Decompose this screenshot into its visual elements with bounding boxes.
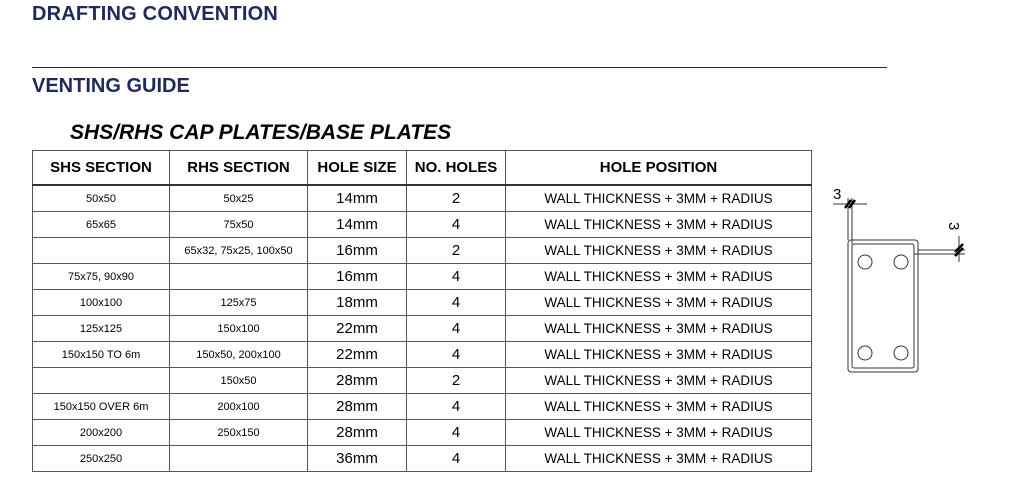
cell-hole-size: 14mm [308, 212, 407, 238]
cell-shs-section: 200x200 [33, 420, 170, 446]
cell-rhs-section [170, 446, 308, 472]
cell-hole-position: WALL THICKNESS + 3MM + RADIUS [506, 446, 812, 472]
cell-no-holes: 4 [407, 446, 506, 472]
cell-hole-size: 28mm [308, 394, 407, 420]
table-row [33, 264, 812, 290]
vent-hole-top-left [858, 255, 872, 269]
cell-shs-section: 150x150 TO 6m [33, 342, 170, 368]
table-row [33, 342, 812, 368]
header-hole-size: HOLE SIZE [308, 151, 407, 186]
table-header-row [33, 151, 812, 186]
cell-hole-size: 28mm [308, 368, 407, 394]
table-row [33, 316, 812, 342]
cell-rhs-section: 150x100 [170, 316, 308, 342]
table-row [33, 185, 812, 212]
table-row [33, 446, 812, 472]
cell-hole-position: WALL THICKNESS + 3MM + RADIUS [506, 212, 812, 238]
cell-no-holes: 4 [407, 420, 506, 446]
cell-hole-position: WALL THICKNESS + 3MM + RADIUS [506, 264, 812, 290]
venting-table [32, 150, 812, 472]
cell-rhs-section: 200x100 [170, 394, 308, 420]
cell-rhs-section: 125x75 [170, 290, 308, 316]
cell-no-holes: 2 [407, 185, 506, 212]
cell-no-holes: 4 [407, 290, 506, 316]
cell-no-holes: 2 [407, 368, 506, 394]
cell-rhs-section: 50x25 [170, 185, 308, 212]
cap-plates-table-title: SHS/RHS CAP PLATES/BASE PLATES [70, 121, 452, 144]
cell-rhs-section: 150x50 [170, 368, 308, 394]
cell-hole-size: 16mm [308, 264, 407, 290]
cell-hole-position: WALL THICKNESS + 3MM + RADIUS [506, 394, 812, 420]
cell-hole-position: WALL THICKNESS + 3MM + RADIUS [506, 368, 812, 394]
cell-shs-section: 125x125 [33, 316, 170, 342]
cell-hole-size: 36mm [308, 446, 407, 472]
cell-rhs-section: 250x150 [170, 420, 308, 446]
vent-hole-bottom-left [858, 346, 872, 360]
cell-shs-section: 65x65 [33, 212, 170, 238]
section-divider [32, 67, 887, 68]
table-row [33, 238, 812, 264]
vent-hole-top-right [894, 255, 908, 269]
cell-shs-section: 150x150 OVER 6m [33, 394, 170, 420]
cell-rhs-section [170, 264, 308, 290]
cell-rhs-section: 65x32, 75x25, 100x50 [170, 238, 308, 264]
plate-inner-outline [852, 244, 914, 368]
cell-hole-position: WALL THICKNESS + 3MM + RADIUS [506, 342, 812, 368]
header-no-holes: NO. HOLES [407, 151, 506, 186]
cell-hole-position: WALL THICKNESS + 3MM + RADIUS [506, 238, 812, 264]
cell-hole-size: 22mm [308, 316, 407, 342]
cell-no-holes: 4 [407, 316, 506, 342]
cell-shs-section [33, 368, 170, 394]
table-row [33, 368, 812, 394]
cell-hole-size: 14mm [308, 185, 407, 212]
cell-hole-size: 22mm [308, 342, 407, 368]
dimension-label-side: 3 [945, 222, 962, 231]
cell-rhs-section: 75x50 [170, 212, 308, 238]
cell-no-holes: 4 [407, 342, 506, 368]
cell-no-holes: 4 [407, 212, 506, 238]
cap-plate-hole-diagram [815, 170, 975, 380]
table-row [33, 212, 812, 238]
cell-hole-size: 16mm [308, 238, 407, 264]
header-shs-section: SHS SECTION [33, 151, 170, 186]
table-row [33, 290, 812, 316]
cell-no-holes: 4 [407, 394, 506, 420]
cell-shs-section: 100x100 [33, 290, 170, 316]
table-body [33, 185, 812, 472]
header-hole-position: HOLE POSITION [506, 151, 812, 186]
cell-shs-section: 75x75, 90x90 [33, 264, 170, 290]
cell-hole-position: WALL THICKNESS + 3MM + RADIUS [506, 290, 812, 316]
venting-guide-heading: VENTING GUIDE [32, 75, 190, 97]
cell-shs-section: 50x50 [33, 185, 170, 212]
cell-hole-position: WALL THICKNESS + 3MM + RADIUS [506, 420, 812, 446]
cell-rhs-section: 150x50, 200x100 [170, 342, 308, 368]
drafting-convention-heading: DRAFTING CONVENTION [32, 3, 279, 25]
table-row [33, 394, 812, 420]
cell-hole-position: WALL THICKNESS + 3MM + RADIUS [506, 316, 812, 342]
vent-hole-bottom-right [894, 346, 908, 360]
cell-no-holes: 2 [407, 238, 506, 264]
cell-shs-section [33, 238, 170, 264]
dimension-label-top: 3 [833, 186, 842, 203]
cell-hole-size: 18mm [308, 290, 407, 316]
cell-hole-position: WALL THICKNESS + 3MM + RADIUS [506, 185, 812, 212]
table-row [33, 420, 812, 446]
header-rhs-section: RHS SECTION [170, 151, 308, 186]
cell-shs-section: 250x250 [33, 446, 170, 472]
cell-no-holes: 4 [407, 264, 506, 290]
cell-hole-size: 28mm [308, 420, 407, 446]
